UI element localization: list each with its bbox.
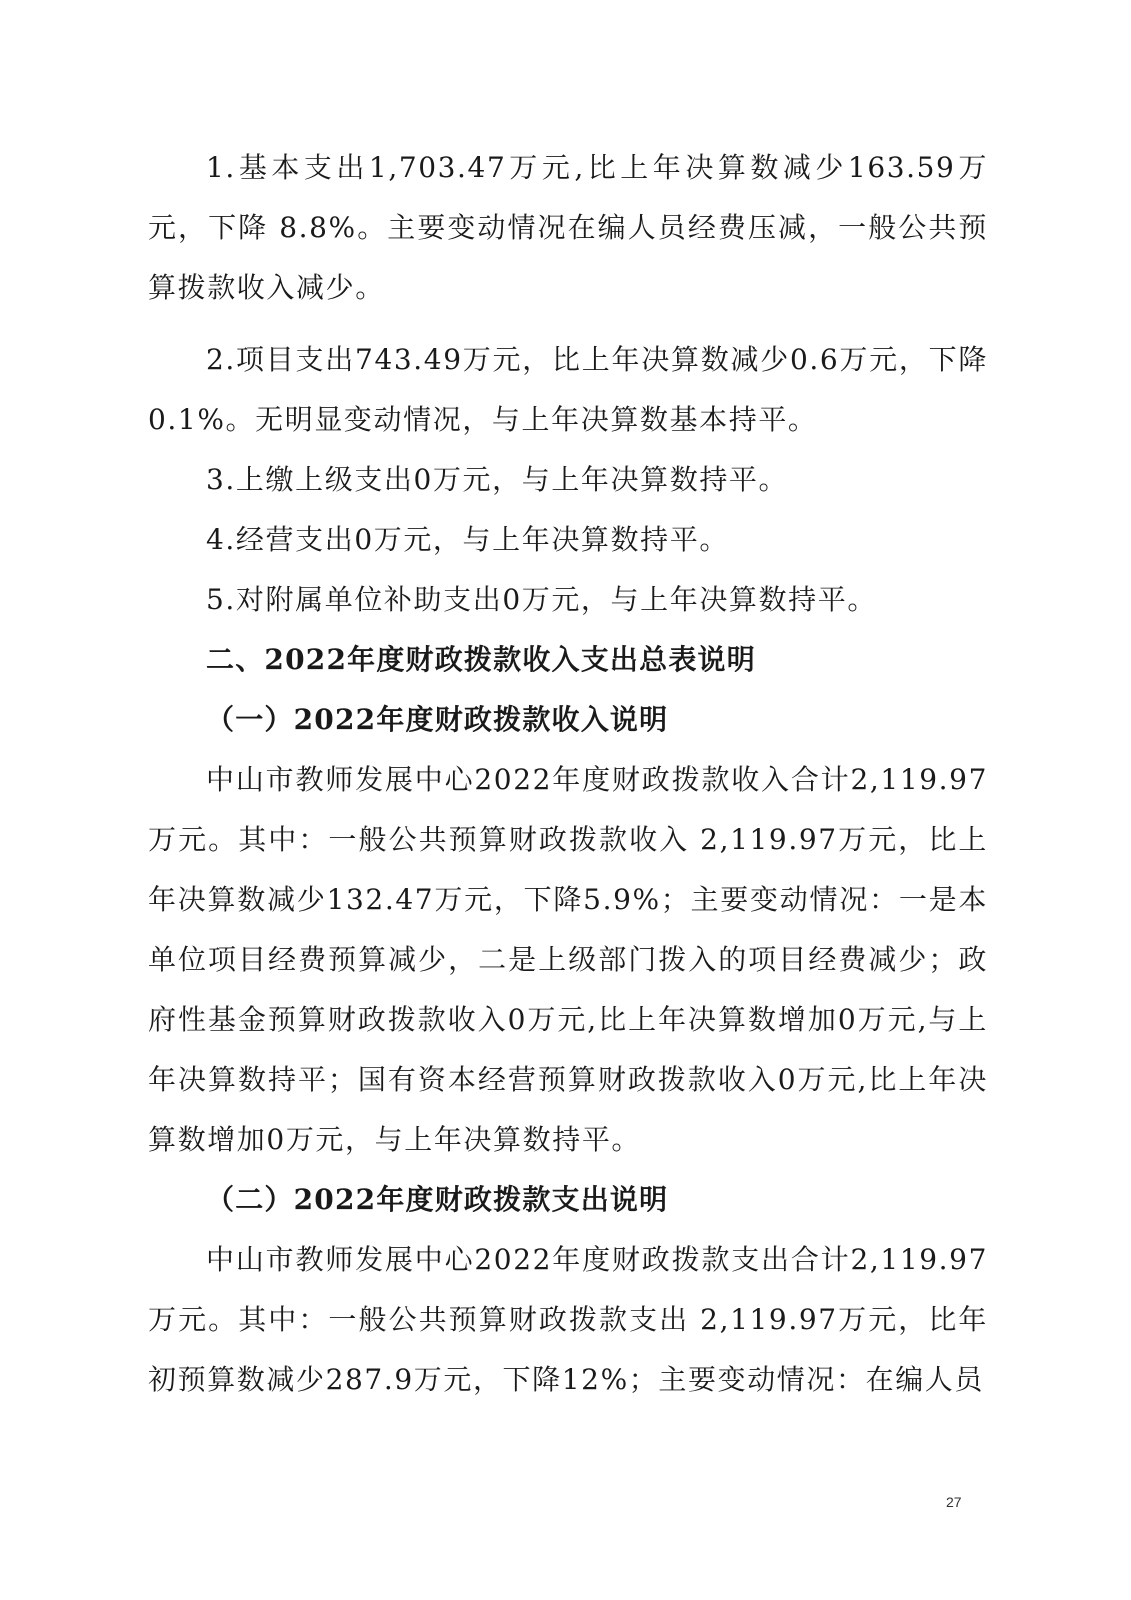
document-body xyxy=(148,138,988,1410)
income-heading: （一）2022年度财政拨款收入说明 xyxy=(206,703,669,736)
paragraph-superior-payment: 3.上缴上级支出0万元，与上年决算数持平。 xyxy=(206,463,789,496)
paragraph-project-expenditure: 2.项目支出743.49万元，比上年决算数减少0.6万元，下降0.1%。无明显变动情况，与上年决算数基本持平。 xyxy=(148,343,988,436)
paragraph-operating-expenditure: 4.经营支出0万元，与上年决算数持平。 xyxy=(206,523,729,556)
expenditure-heading: （二）2022年度财政拨款支出说明 xyxy=(206,1183,669,1216)
paragraph-basic-expenditure: 1.基本支出1,703.47万元,比上年决算数减少163.59万元，下降 8.8%。主要变动情况在编人员经费压减，一般公共预算拨款收入减少。 xyxy=(148,151,988,304)
section-heading: 二、2022年度财政拨款收入支出总表说明 xyxy=(206,643,756,676)
paragraph-subsidiary-subsidy: 5.对附属单位补助支出0万元，与上年决算数持平。 xyxy=(206,583,877,616)
expenditure-paragraph: 中山市教师发展中心2022年度财政拨款支出合计2,119.97万元。其中：一般公共预算财政拨款支出 2,119.97万元，比年初预算数减少287.9万元，下降12%；主要变动情况：在编人员 xyxy=(148,1243,988,1396)
income-paragraph: 中山市教师发展中心2022年度财政拨款收入合计2,119.97万元。其中：一般公共预算财政拨款收入 2,119.97万元，比上年决算数减少132.47万元，下降5.9%；主要变动情况：一是本单位项目经费预算减少，二是上级部门拨入的项目经费减少；政府性基金预算财政拨款收入0万元,比上年决算数增加0万元,与上年决算数持平；国有资本经营预算财政拨款收入0万元,比上年决算数增加0万元，与上年决算数持平。 xyxy=(148,763,988,1156)
page-number: 27 xyxy=(946,1494,962,1510)
